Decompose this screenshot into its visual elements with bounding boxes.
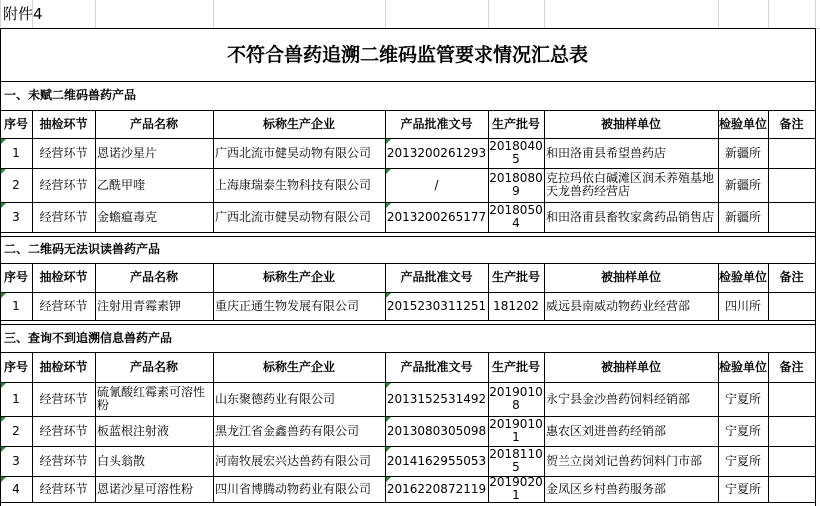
- cell-approval-no: 2015230311251: [386, 298, 487, 313]
- column-border: [718, 110, 719, 232]
- cell-product: 白头翁散: [97, 453, 146, 468]
- column-border: [544, 110, 545, 232]
- column-header-product: 产品名称: [129, 270, 178, 284]
- cell-manufacturer: 黑龙江省金鑫兽药有限公司: [215, 423, 360, 438]
- column-header-approval-no: 产品批准文号: [400, 270, 473, 284]
- column-border: [95, 263, 96, 320]
- green-triangle-icon: [1, 447, 6, 452]
- column-border: [768, 352, 769, 502]
- column-header-remark: 备注: [779, 359, 804, 374]
- cell-manufacturer: 广西北流市健昊动物有限公司: [215, 209, 372, 224]
- green-triangle-icon: [1, 293, 6, 298]
- cell-batch-no: 20180809: [489, 171, 543, 198]
- cell-seq: 3: [12, 453, 20, 468]
- cell-stage: 经营环节: [39, 177, 88, 192]
- column-header-remark: 备注: [779, 270, 804, 284]
- column-border: [815, 352, 816, 502]
- cell-stage: 经营环节: [39, 298, 88, 313]
- column-border: [32, 263, 33, 320]
- column-border: [32, 352, 33, 502]
- column-header-seq: 序号: [3, 359, 28, 374]
- cell-approval-no: 2013200261293: [386, 145, 487, 160]
- column-border: [488, 352, 489, 502]
- column-header-approval-no: 产品批准文号: [400, 359, 473, 374]
- cell-seq: 3: [12, 209, 20, 224]
- cell-stage: 经营环节: [39, 423, 88, 438]
- cell-approval-no: 2013152531492: [386, 391, 487, 406]
- column-border: [385, 110, 386, 232]
- green-triangle-icon: [1, 203, 6, 208]
- cell-seq: 4: [12, 481, 20, 496]
- column-border: [488, 263, 489, 320]
- cell-approval-no: 2016220872119: [386, 481, 487, 496]
- cell-sampled-unit: 金凤区乡村兽药服务部: [546, 481, 667, 496]
- column-border: [768, 110, 769, 232]
- column-header-sampled-unit: 被抽样单位: [600, 116, 661, 131]
- cell-batch-no: 20180504: [489, 203, 543, 230]
- cell-remark: [768, 168, 815, 202]
- column-header-seq: 序号: [3, 270, 28, 284]
- cell-product: 乙酰甲喹: [97, 177, 146, 192]
- cell-remark: [768, 138, 815, 168]
- column-header-batch-no: 生产批号: [491, 116, 540, 131]
- cell-approval-no: /: [434, 177, 439, 192]
- cell-lab: 宁夏所: [724, 391, 761, 406]
- cell-sampled-unit: 和田洛甫县希望兽药店: [546, 145, 667, 160]
- column-header-batch-no: 生产批号: [491, 359, 540, 374]
- column-border: [0, 263, 1, 320]
- attachment-label: 附件4: [3, 4, 43, 23]
- column-header-manufacturer: 标称生产企业: [262, 116, 335, 131]
- cell-stage: 经营环节: [39, 481, 88, 496]
- green-triangle-icon: [386, 477, 391, 482]
- cell-product: 金蟾瘟毒克: [97, 209, 158, 224]
- column-border: [95, 352, 96, 502]
- cell-lab: 四川所: [724, 298, 761, 313]
- column-header-lab: 检验单位: [718, 359, 767, 374]
- gridline-vertical: [815, 0, 816, 28]
- cell-lab: 新疆所: [724, 209, 761, 224]
- column-border: [718, 352, 719, 502]
- green-triangle-icon: [386, 293, 391, 298]
- cell-remark: [768, 382, 815, 416]
- column-header-batch-no: 生产批号: [491, 270, 540, 284]
- cell-product: 注射用青霉素钾: [97, 298, 182, 313]
- column-border: [385, 263, 386, 320]
- column-border: [95, 110, 96, 232]
- cell-seq: 1: [12, 391, 20, 406]
- green-triangle-icon: [386, 139, 391, 144]
- green-triangle-icon: [1, 139, 6, 144]
- cell-sampled-unit: 永宁县金沙兽药饲料经销部: [546, 391, 691, 406]
- column-header-lab: 检验单位: [718, 116, 767, 131]
- cell-lab: 宁夏所: [724, 453, 761, 468]
- column-border: [213, 263, 214, 320]
- cell-remark: [768, 476, 815, 502]
- cell-remark: [768, 292, 815, 320]
- column-header-product: 产品名称: [129, 359, 178, 374]
- cell-seq: 2: [12, 177, 20, 192]
- cell-manufacturer: 河南牧展宏兴达兽药有限公司: [215, 453, 372, 468]
- green-triangle-icon: [386, 447, 391, 452]
- gridline-vertical: [0, 0, 1, 28]
- column-border: [815, 263, 816, 320]
- cell-batch-no: 20180405: [489, 139, 543, 166]
- column-header-remark: 备注: [779, 116, 804, 131]
- green-triangle-icon: [1, 477, 6, 482]
- cell-manufacturer: 上海康瑞泰生物科技有限公司: [215, 177, 372, 192]
- cell-manufacturer: 四川省博腾动物药业有限公司: [215, 481, 372, 496]
- cell-manufacturer: 广西北流市健昊动物有限公司: [215, 145, 372, 160]
- column-border: [718, 263, 719, 320]
- cell-sampled-unit: 惠农区刘进兽药经销部: [546, 423, 667, 438]
- cell-seq: 1: [12, 145, 20, 160]
- cell-lab: 宁夏所: [724, 423, 761, 438]
- section-title: 一、未赋二维码兽药产品: [4, 88, 137, 102]
- cell-manufacturer: 重庆正通生物发展有限公司: [215, 298, 360, 313]
- column-border: [213, 110, 214, 232]
- sheet-title: 不符合兽药追溯二维码监管要求情况汇总表: [226, 43, 588, 66]
- cell-batch-no: 20190108: [489, 385, 543, 412]
- column-border: [0, 352, 1, 502]
- cell-batch-no: 20190201: [489, 476, 543, 502]
- cell-sampled-unit: 贺兰立岗刘记兽药饲料门市部: [546, 453, 703, 468]
- cell-stage: 经营环节: [39, 145, 88, 160]
- green-triangle-icon: [1, 169, 6, 174]
- row-border: [0, 502, 815, 503]
- column-header-approval-no: 产品批准文号: [400, 116, 473, 131]
- column-border: [213, 352, 214, 502]
- row-border: [0, 320, 815, 321]
- cell-remark: [768, 202, 815, 232]
- green-triangle-icon: [1, 417, 6, 422]
- cell-approval-no: 2013200265177: [386, 209, 487, 224]
- gridline-vertical: [544, 0, 545, 28]
- cell-product: 恩诺沙星片: [97, 145, 158, 160]
- cell-batch-no: 181202: [493, 298, 539, 313]
- cell-product: 硫氰酸红霉素可溶性粉: [97, 385, 206, 412]
- gridline-vertical: [32, 0, 33, 28]
- cell-sampled-unit: 和田洛甫县畜牧家禽药品销售店: [546, 209, 715, 224]
- cell-product: 板蓝根注射液: [97, 423, 170, 438]
- column-border: [815, 110, 816, 232]
- green-triangle-icon: [386, 203, 391, 208]
- column-header-stage: 抽检环节: [39, 270, 88, 284]
- column-header-product: 产品名称: [129, 116, 178, 131]
- cell-product: 恩诺沙星可溶性粉: [97, 481, 194, 496]
- gridline-vertical: [488, 0, 489, 28]
- cell-seq: 2: [12, 423, 20, 438]
- column-border: [544, 263, 545, 320]
- cell-lab: 新疆所: [724, 145, 761, 160]
- gridline-vertical: [385, 0, 386, 28]
- column-border: [32, 110, 33, 232]
- column-header-stage: 抽检环节: [39, 359, 88, 374]
- green-triangle-icon: [1, 383, 6, 388]
- cell-remark: [768, 446, 815, 476]
- green-triangle-icon: [386, 417, 391, 422]
- cell-stage: 经营环节: [39, 391, 88, 406]
- cell-batch-no: 20190101: [489, 417, 543, 444]
- title-top-border: [0, 28, 815, 29]
- column-header-stage: 抽检环节: [39, 116, 88, 131]
- column-header-manufacturer: 标称生产企业: [262, 359, 335, 374]
- column-border: [768, 263, 769, 320]
- row-border: [0, 232, 815, 233]
- column-header-sampled-unit: 被抽样单位: [600, 359, 661, 374]
- column-header-manufacturer: 标称生产企业: [262, 270, 335, 284]
- column-border: [0, 110, 1, 232]
- gridline-vertical: [213, 0, 214, 28]
- section-title: 三、查询不到追溯信息兽药产品: [4, 330, 173, 345]
- column-border: [488, 110, 489, 232]
- cell-manufacturer: 山东聚德药业有限公司: [215, 391, 336, 406]
- cell-remark: [768, 416, 815, 446]
- cell-stage: 经营环节: [39, 453, 88, 468]
- green-triangle-icon: [386, 383, 391, 388]
- green-triangle-icon: [386, 169, 391, 174]
- cell-sampled-unit: 克拉玛依白碱滩区润禾养殖基地天龙兽药经营店: [546, 171, 715, 198]
- gridline-vertical: [718, 0, 719, 28]
- column-border: [385, 352, 386, 502]
- cell-approval-no: 2013080305098: [386, 423, 487, 438]
- section-title: 二、二维码无法识读兽药产品: [4, 242, 161, 256]
- cell-approval-no: 2014162955053: [386, 453, 487, 468]
- column-header-sampled-unit: 被抽样单位: [600, 270, 661, 284]
- column-header-seq: 序号: [3, 116, 28, 131]
- column-border: [544, 352, 545, 502]
- cell-sampled-unit: 威远县南威动物药业经营部: [546, 298, 691, 313]
- column-header-lab: 检验单位: [718, 270, 767, 284]
- cell-seq: 1: [12, 298, 20, 313]
- cell-lab: 新疆所: [724, 177, 761, 192]
- gridline-vertical: [768, 0, 769, 28]
- cell-lab: 宁夏所: [724, 481, 761, 496]
- gridline-vertical: [95, 0, 96, 28]
- cell-batch-no: 20181105: [489, 447, 543, 474]
- cell-stage: 经营环节: [39, 209, 88, 224]
